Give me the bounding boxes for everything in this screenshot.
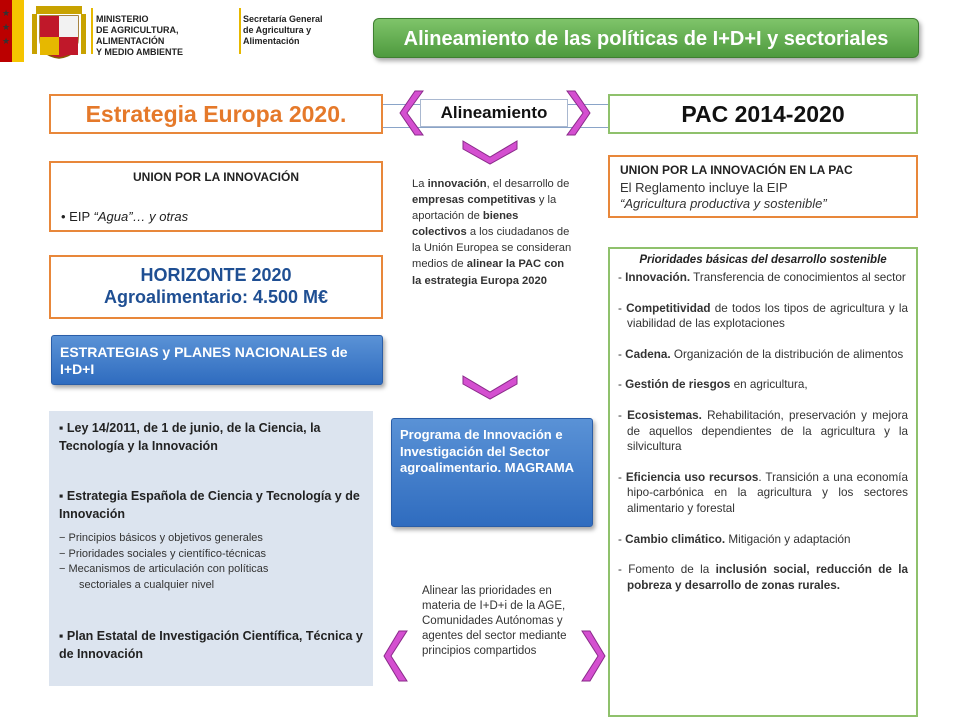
alignment-label: Alineamiento <box>420 99 568 127</box>
union-pac-title: UNION POR LA INNOVACIÓN EN LA PAC <box>620 163 853 177</box>
law-item: ▪ Plan Estatal de Investigación Científica, Técnica y de Innovación <box>59 629 363 661</box>
law-item: ▪ Estrategia Española de Ciencia y Tecnología y de Innovación <box>59 489 360 521</box>
align-priorities-text: Alinear las prioridades en materia de I+D+i de la AGE, Comunidades Autónomas y agentes del sector mediante principios compartidos <box>422 585 567 657</box>
chevron-left-icon <box>397 88 427 138</box>
center-description: La innovación, el desarrollo de empresas competitivas y la aportación de bienes colectivos a los ciudadanos de la Unión Europea se consideran medios de alinear la PAC con la estrategia Europa 2020 <box>412 178 572 287</box>
divider <box>91 8 93 54</box>
law-subitem: − Prioridades sociales y científico-técnicas <box>59 547 266 560</box>
law-subitem: sectoriales a cualquier nivel <box>79 578 215 591</box>
divider <box>239 8 241 54</box>
page-title-banner: Alineamiento de las políticas de I+D+I y sectoriales <box>373 18 919 58</box>
law-subitem: − Mecanismos de articulación con políticas <box>59 563 269 575</box>
chevron-down-icon <box>460 137 520 165</box>
estrategias-planes-button[interactable]: ESTRATEGIAS y PLANES NACIONALES de I+D+I <box>51 335 383 385</box>
europa-2020-box: Estrategia Europa 2020. <box>49 94 383 134</box>
priority-item: - Fomento de la inclusión social, reducción de la pobreza y desarrollo de zonas rurales. <box>618 563 908 592</box>
union-innovacion-pac-box <box>608 155 918 218</box>
flag-strip: ★ ★ ★ <box>0 0 24 62</box>
horizonte-2020-box: HORIZONTE 2020 Agroalimentario: 4.500 M€ <box>49 255 383 319</box>
chevron-down-icon <box>460 372 520 400</box>
pac-box: PAC 2014-2020 <box>608 94 918 134</box>
priority-item: - Cadena. Organización de la distribución de alimentos <box>618 347 904 361</box>
law-item: ▪ Ley 14/2011, de 1 de junio, de la Ciencia, la Tecnología y la Innovación <box>59 421 321 453</box>
programa-innovacion-button[interactable]: Programa de Innovación e Investigación del Sector agroalimentario. MAGRAMA <box>391 418 593 527</box>
priority-item: - Eficiencia uso recursos. Transición a una economía hipo-carbónica en la agricultura y los sectores alimentario y forestal <box>618 470 908 515</box>
priority-item: - Ecosistemas. Rehabilitación, preservación y mejora de aquellos dependientes de la agricultura y la silvicultura <box>618 408 908 454</box>
union-title: UNION POR LA INNOVACIÓN <box>132 170 299 184</box>
eip-item: • EIP “Agua”… y otras <box>61 209 189 224</box>
ministry-name: MINISTERIO DE AGRICULTURA, ALIMENTACIÓN Y MEDIO AMBIENTE <box>96 14 184 57</box>
chevron-right-icon <box>563 88 593 138</box>
priorities-title: Prioridades básicas del desarrollo sostenible <box>639 254 887 266</box>
union-innovacion-box <box>49 161 383 232</box>
coat-of-arms-icon <box>30 4 88 60</box>
priority-item: - Innovación. Transferencia de conocimientos al sector <box>618 271 906 284</box>
laws-panel <box>49 411 373 686</box>
priority-item: - Competitividad de todos los tipos de agricultura y la viabilidad de las explotaciones <box>618 301 908 331</box>
secretaria-name: Secretaría General de Agricultura y Alimentación <box>243 14 323 46</box>
priorities-box <box>608 247 918 717</box>
chevron-left-icon <box>381 628 411 684</box>
law-subitem: − Principios básicos y objetivos generales <box>59 532 263 544</box>
priority-item: - Gestión de riesgos en agricultura, <box>618 378 808 392</box>
priority-item: - Cambio climático. Mitigación y adaptación <box>618 532 851 546</box>
union-pac-quote: “Agricultura productiva y sostenible” <box>620 196 827 211</box>
union-pac-line: El Reglamento incluye la EIP <box>620 180 788 195</box>
chevron-right-icon <box>578 628 608 684</box>
